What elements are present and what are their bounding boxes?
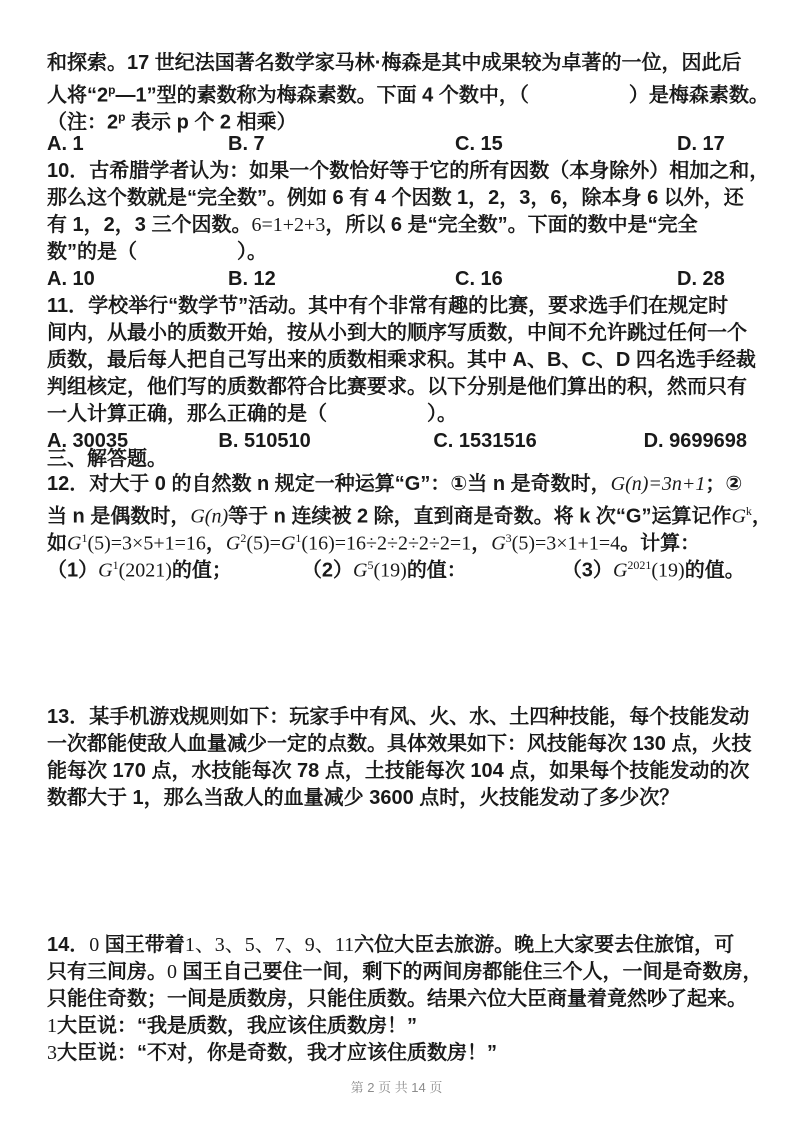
text-segment: 12．对大于 0 的自然数 n 规定一种运算“G”：①当 n 是奇数时， [47,473,611,495]
text-segment: 3 [505,531,512,545]
q9-option-b: B. 7 [228,133,265,155]
text-segment: 的值； [171,559,232,582]
text-segment: G(n)=3n+1 [610,473,706,495]
text-segment: G(n) [190,505,229,528]
text-segment: 六位大臣去旅游。晚上大家要去住旅馆，可 [354,934,735,956]
q13-text-line-3: 能每次 170 点，水技能每次 78 点，土技能每次 104 点，如果每个技能发动的次 [47,760,750,782]
q10-text-line-1: 10．古希腊学者认为：如果一个数恰好等于它的所有因数（本身除外）相加之和， [47,160,770,182]
text-segment: ， [471,532,492,555]
text-segment: G [612,559,628,582]
text-segment: （2） [301,559,354,582]
text-segment: k [745,504,752,518]
text-segment: 1 [112,558,119,572]
q11-text-line-2: 间内，从最小的质数开始，按从小到大的顺序写质数，中间不允许跳过任何一个 [47,322,747,344]
q14-text-line-1 [47,932,747,959]
q11-option-a: A. 30035 [47,430,129,452]
text-segment: 有 1，2，3 三个因数。 [47,214,252,236]
text-segment: ， [205,532,226,555]
text-segment: 5 [367,558,374,572]
q12-formula-line [47,525,747,555]
text-segment: (5)= [246,532,281,555]
q10-text-line-4 [47,239,747,266]
text-segment: （3） [561,559,613,582]
text-segment: 的值。 [684,559,745,582]
work-space-q12 [47,579,747,704]
text-segment: (5)=3×5+1=16 [87,532,206,555]
q9-option-a: A. 1 [47,133,84,155]
text-segment: 3 [47,1042,57,1064]
text-segment: G [98,559,113,582]
section-3-title: 三、解答题。 [47,448,167,470]
text-segment: 的值： [406,559,467,582]
text-segment: 1 [47,1015,57,1037]
text-segment: G [353,559,368,582]
text-segment: (19) [373,559,407,582]
text-segment: ）是梅森素数。 [628,84,769,107]
text-segment: 当 n 是偶数时， [47,505,191,528]
q9-note-line [47,104,747,134]
text-segment: （1） [47,559,99,582]
text-segment: (5)=3×1+1=4 [511,532,621,555]
text-segment: 等于 n 连续被 2 除，直到商是奇数。将 k 次“G”运算记作 [228,505,732,528]
q9-option-d: D. 17 [677,133,725,155]
q11-text-line-5 [47,401,747,428]
q14-minister1-line [47,1013,747,1040]
q14-minister3-line [47,1040,747,1067]
q9-text-line-1: 和探索。17 世纪法国著名数学家马林·梅森是其中成果较为卓著的一位，因此后 [47,52,742,74]
text-segment: 人将“2 [47,84,109,107]
text-segment: G [731,505,746,528]
q10-text-line-2: 那么这个数就是“完全数”。例如 6 有 4 个因数 1，2，3，6，除本身 6 以外，还 [47,187,744,209]
text-segment: ， [751,505,772,528]
text-segment: 6=1+2+3 [251,214,326,236]
text-segment: 1 [295,531,302,545]
q11-option-d: D. 9699698 [643,430,747,452]
text-segment: p [108,83,116,97]
q11-option-b: B. 510510 [218,430,311,452]
q10-option-b: B. 12 [228,268,276,290]
text-segment: 只有三间房。 [47,961,167,983]
q10-option-c: C. 16 [455,268,503,290]
text-segment: 1、3、5、7、9、11 [184,934,355,956]
page-content [47,50,772,1067]
q11-text-line-1: 11．学校举行“数学节”活动。其中有个非常有趣的比赛，要求选手们在规定时 [47,295,729,317]
text-segment: 如 [47,532,67,555]
text-segment: 数”的是（ [47,241,137,263]
text-segment: ）。 [427,403,457,425]
text-segment: 大臣说：“我是质数，我应该住质数房！” [57,1015,417,1037]
text-segment: p [118,110,126,124]
text-segment: 。计算： [620,532,701,555]
text-segment: 表示 p 个 2 相乘） [125,111,297,134]
q9-options-row [47,131,747,158]
text-segment: (19) [651,559,685,582]
q13-text-line-4: 数都大于 1，那么当敌人的血量减少 3600 点时，火技能发动了多少次？ [47,787,680,809]
text-segment: (16)=16÷2÷2÷2÷2=1 [301,532,472,555]
work-space-q13 [47,812,747,932]
text-segment: 1 [81,531,88,545]
q14-text-line-2 [47,959,763,986]
text-segment: (2021) [118,559,172,582]
q10-options-row [47,266,747,293]
q12-subquestions-line [47,552,747,582]
text-segment: 0 [167,961,177,983]
text-segment: （注：2 [47,111,119,134]
text-segment: 大臣说：“不对，你是奇数，我才应该住质数房！” [57,1042,497,1064]
q10-option-d: D. 28 [677,268,725,290]
text-segment: G [67,532,82,555]
q11-text-line-3: 质数，最后每人把自己写出来的质数相乘求积。其中 A、B、C、D 四名选手经裁 [47,349,756,371]
text-segment: 一人计算正确，那么正确的是（ [47,403,327,425]
text-segment: ；② [705,473,743,495]
text-segment: G [280,532,296,555]
text-segment: G [491,532,506,555]
q10-option-a: A. 10 [47,268,95,290]
text-segment: ）。 [237,241,267,263]
text-segment: —1”型的素数称为梅森素数。下面 4 个数中，（ [115,84,529,107]
q11-option-c: C. 1531516 [433,430,537,452]
text-segment: 14． [47,934,90,956]
q13-text-line-1: 13．某手机游戏规则如下：玩家手中有风、火、水、土四种技能，每个技能发动 [47,706,750,728]
q12-text-line-1 [47,471,747,498]
text-segment: 国王带着 [99,934,185,956]
text-segment: ，所以 6 是“完全数”。下面的数中是“完全 [325,214,698,236]
text-segment: G [225,532,241,555]
text-segment: 国王自己要住一间，剩下的两间房都能住三个人，一间是奇数房， [177,961,763,983]
q11-text-line-4: 判组核定，他们写的质数都符合比赛要求。以下分别是他们算出的积，然而只有 [47,376,747,398]
text-segment: 0 [89,934,100,956]
q9-option-c: C. 15 [455,133,503,155]
q12-text-line-2 [47,498,772,528]
q10-text-line-3 [47,212,747,239]
q13-text-line-2: 一次都能使敌人血量减少一定的点数。具体效果如下：风技能每次 130 点，火技 [47,733,752,755]
text-segment: 2021 [627,558,652,572]
footer-page-number: 第 2 页 共 14 页 [350,1080,443,1095]
text-segment: 2 [240,531,247,545]
q14-text-line-3: 只能住奇数；一间是质数房，只能住质数。结果六位大臣商量着竟然吵了起来。 [47,988,747,1010]
q9-text-line-2 [47,77,769,107]
